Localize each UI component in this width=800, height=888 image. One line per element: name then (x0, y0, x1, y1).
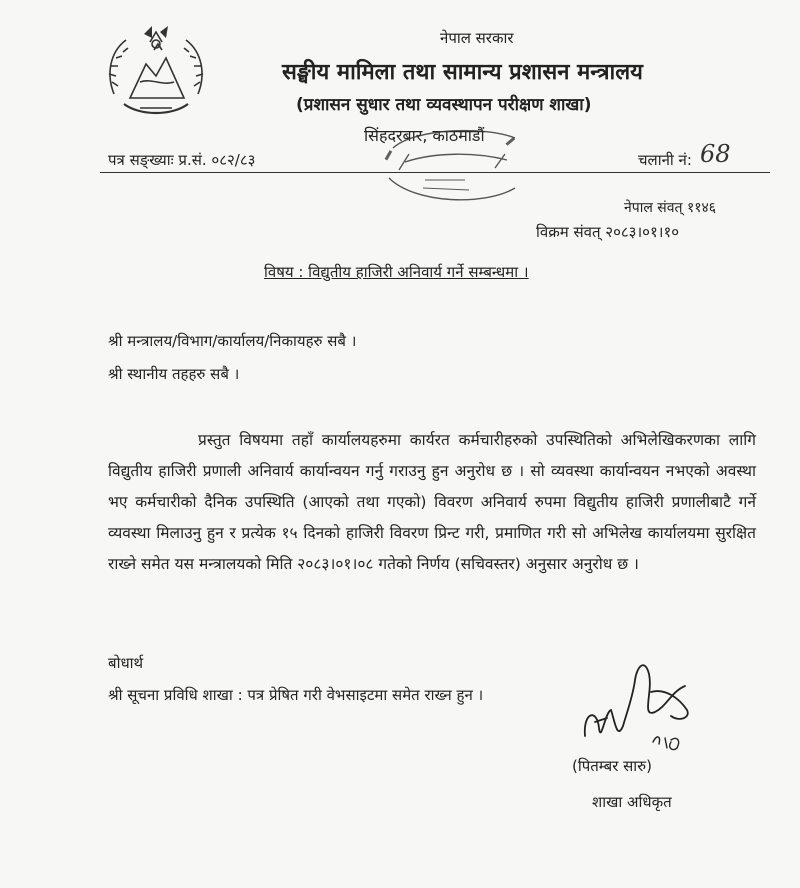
cc-line: श्री सूचना प्रविधि शाखा : पत्र प्रेषित गरी वेभसाइटमा समेत राख्न हुन । (108, 686, 484, 704)
signatory-name: (पितम्बर सारु) (572, 757, 652, 775)
subject-line: विषय : विद्युतीय हाजिरी अनिवार्य गर्ने सम्बन्धमा । (264, 263, 529, 281)
cc-heading: बोधार्थ (108, 654, 144, 672)
signatory-title: शाखा अधिकृत (592, 793, 672, 811)
government-name: नेपाल सरकार (440, 29, 514, 47)
reference-number: पत्र सङ्ख्याः प्र.सं. ०८२/८३ (108, 151, 256, 169)
signature-icon (575, 652, 705, 758)
nepal-emblem-icon (100, 24, 212, 124)
letter-body: प्रस्तुत विषयमा तहाँ कार्यालयहरुमा कार्यरत कर्मचारीहरुको उपस्थितिको अभिलेखिकरणका लागि विद्युतीय हाजिरी प्रणाली अनिवार्य कार्यान्वयन गर्नु गराउनु हुन अनुरोध छ । सो व्यवस्था कार्यान्वयन नभएको अवस्था भए कर्मचारीको दैनिक उपस्थिति (आएको तथा गएको) विवरण अनिवार्य रुपमा विद्युतीय हाजिरी प्रणालीबाटै गर्ने व्यवस्था मिलाउनु हुन र प्रत्येक १५ दिनको हाजिरी विवरण प्रिन्ट गरी, प्रमाणित गरी सो अभिलेख कार्यालयमा सुरक्षित राख्ने समेत यस मन्त्रालयको मिति २०८३।०१।०८ गतेको निर्णय (सचिवस्तर) अनुसार अनुरोध छ । (108, 431, 756, 573)
ministry-name: सङ्घीय मामिला तथा सामान्य प्रशासन मन्त्रालय (282, 60, 643, 85)
office-stamp-icon (375, 118, 525, 210)
recipient-line: श्री स्थानीय तहहरु सबै । (108, 365, 240, 383)
header-divider (100, 172, 770, 173)
section-name: (प्रशासन सुधार तथा व्यवस्थापन परीक्षण शाखा) (296, 95, 592, 115)
dispatch-label: चलानी नं: (638, 151, 692, 169)
nepal-samvat-date: नेपाल संवत् ११४६ (624, 200, 717, 216)
recipient-line: श्री मन्त्रालय/विभाग/कार्यालय/निकायहरु सबै । (108, 332, 357, 350)
dispatch-number: 68 (700, 140, 731, 168)
bikram-samvat-date: विक्रम संवत् २०८३।०१।१० (536, 223, 680, 241)
office-address: सिंहदरबार, काठमाडौं (364, 126, 485, 145)
